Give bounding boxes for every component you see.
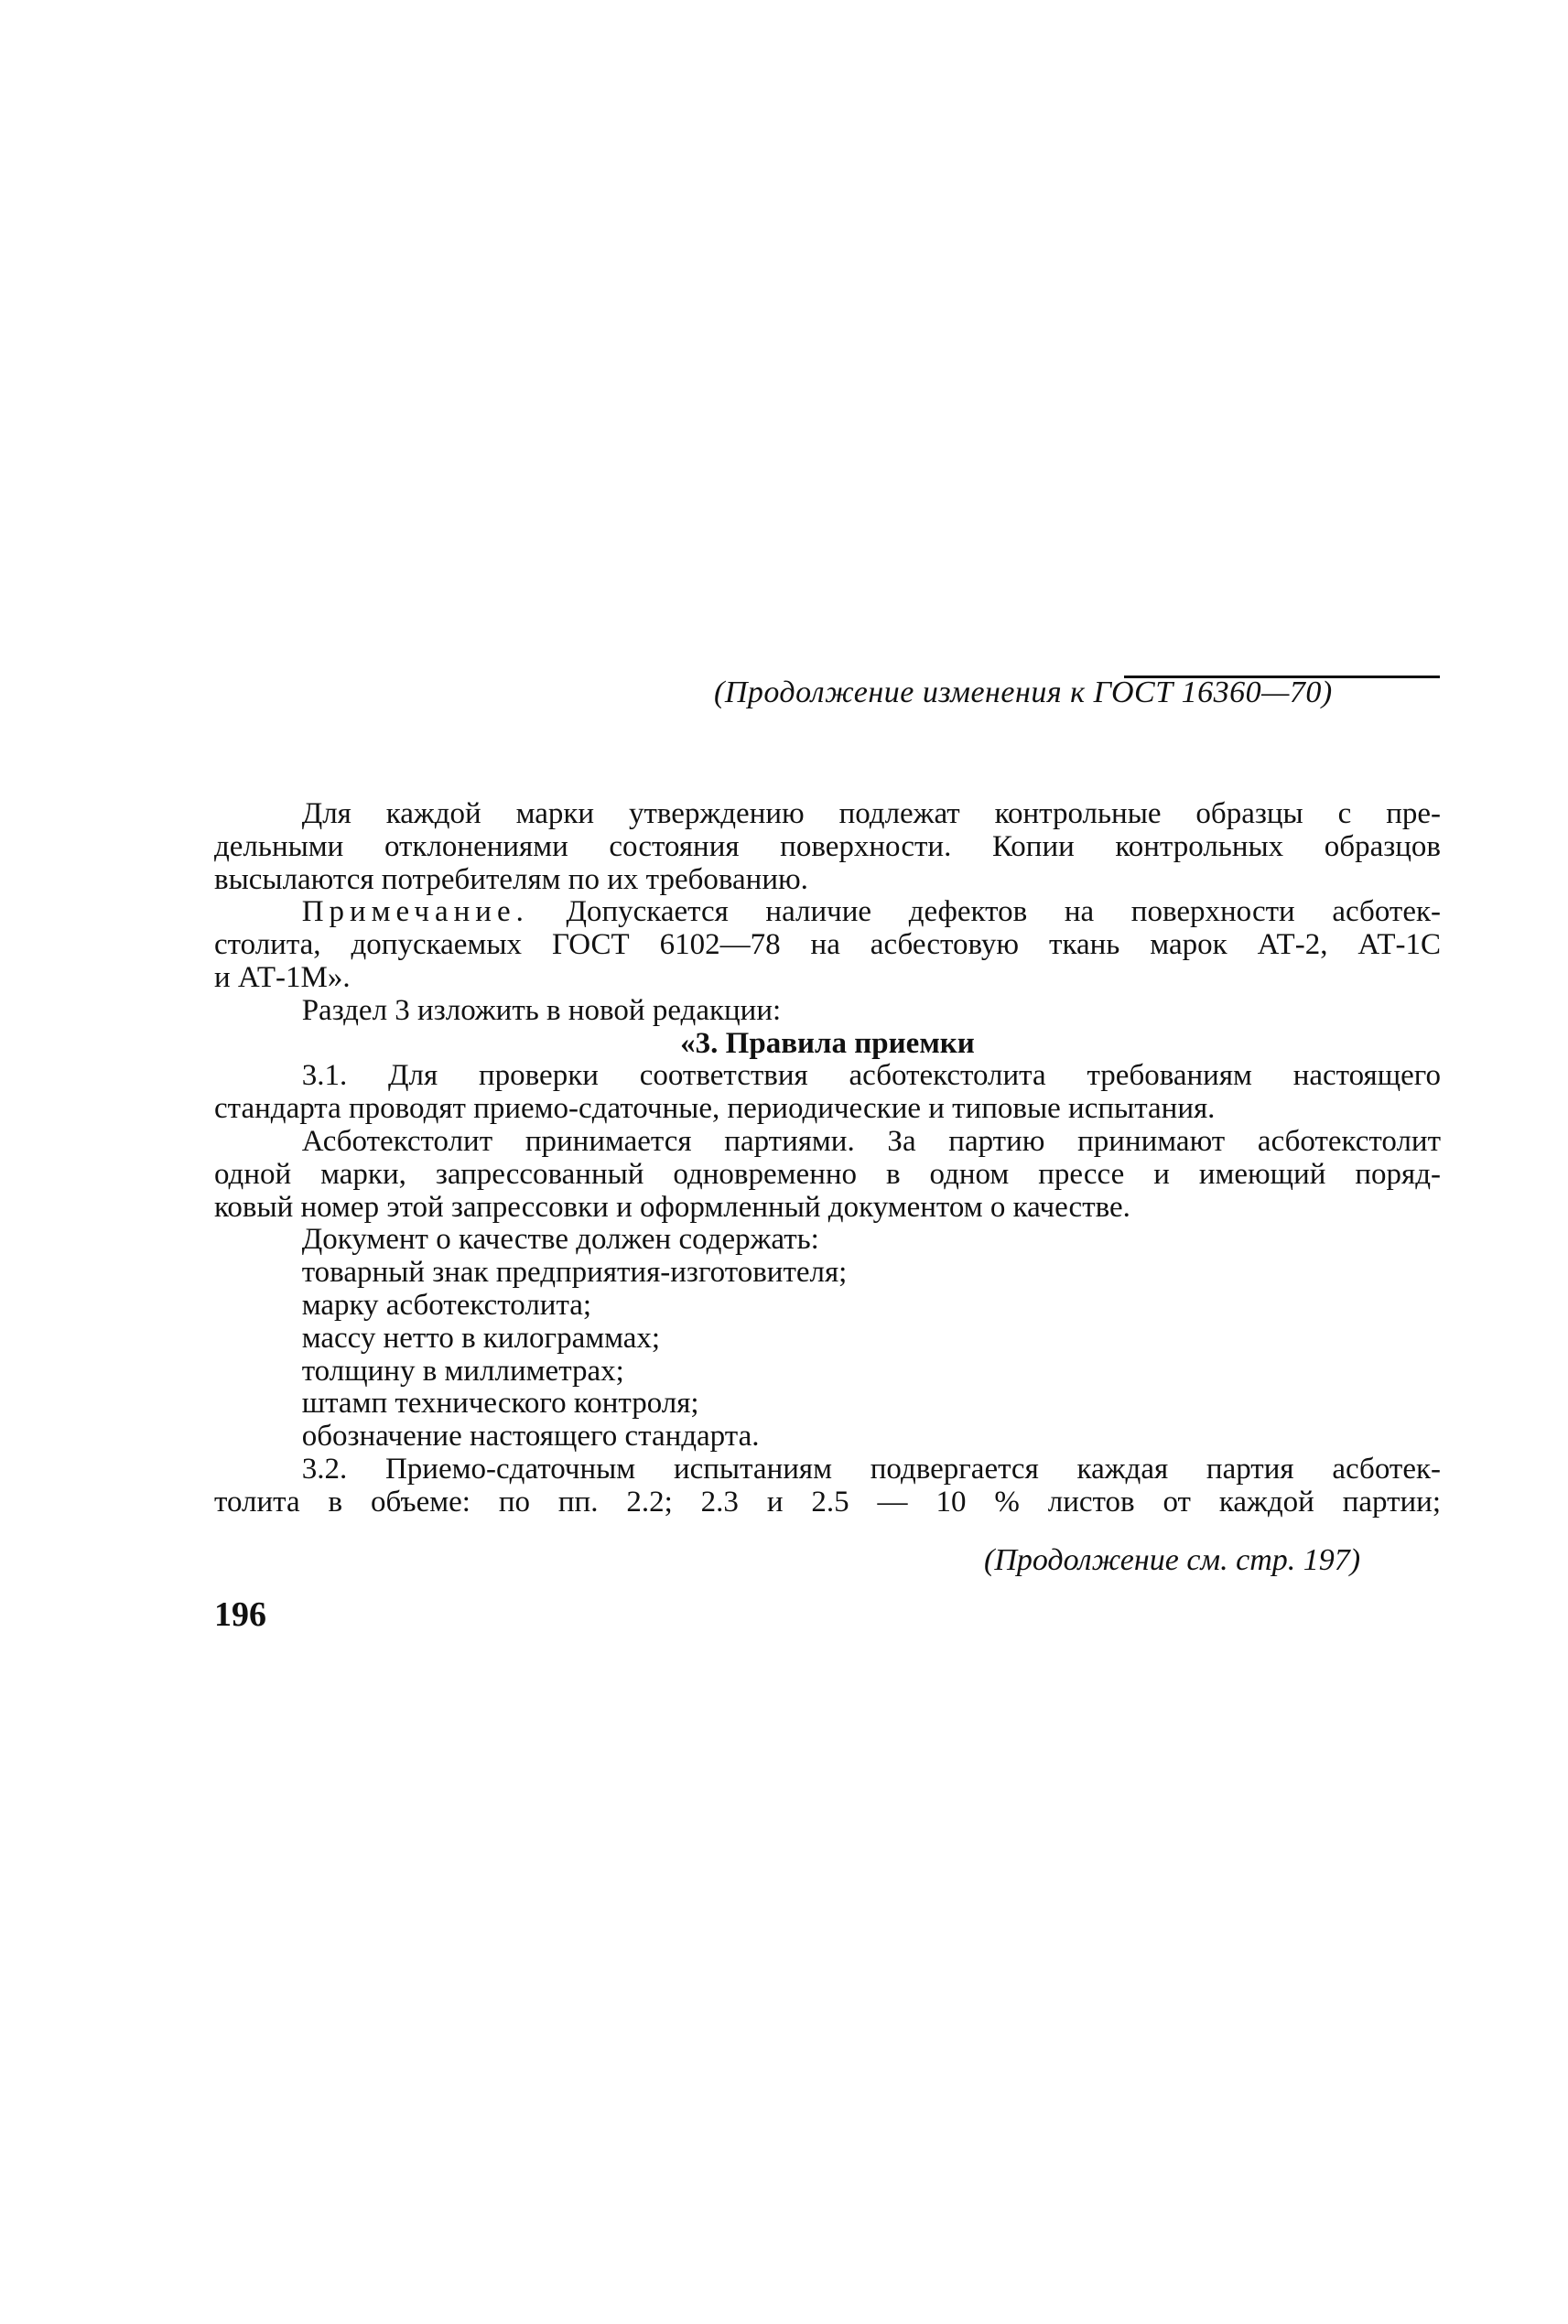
paragraph-line: 3.2. Приемо-сдаточным испытаниям подвергается каждая партия асботек- bbox=[301, 1452, 1441, 1486]
note-line: и АТ-1М». bbox=[214, 960, 351, 994]
paragraph-line: Для каждой марки утверждению подлежат контрольные образцы с пре- bbox=[301, 797, 1441, 830]
list-item: товарный знак предприятия-изготовителя; bbox=[301, 1256, 848, 1290]
list-item: толщину в миллиметрах; bbox=[301, 1354, 624, 1388]
body-text bbox=[214, 798, 1441, 1519]
paragraph-line: высылаются потребителям по их требованию. bbox=[214, 862, 808, 896]
section-heading: «3. Правила приемки bbox=[680, 1026, 975, 1060]
list-item: марку асботекстолита; bbox=[301, 1288, 592, 1322]
paragraph-line: 3.1. Для проверки соответствия асботекстолита требованиям настоящего bbox=[301, 1059, 1441, 1093]
note-line: столита, допускаемых ГОСТ 6102—78 на асбестовую ткань марок АТ-2, АТ-1С bbox=[214, 928, 1441, 962]
list-item: штамп технического контроля; bbox=[301, 1387, 699, 1421]
note-label: Примечание. bbox=[301, 895, 529, 929]
paragraph-line: Асботекстолит принимается партиями. За партию принимают асботекстолит bbox=[301, 1124, 1441, 1158]
paragraph-line: стандарта проводят приемо-сдаточные, периодические и типовые испытания. bbox=[214, 1092, 1216, 1126]
doc-intro: Документ о качестве должен содержать: bbox=[301, 1223, 819, 1257]
section-intro: Раздел 3 изложить в новой редакции: bbox=[301, 993, 782, 1027]
paragraph-line: ковый номер этой запрессовки и оформленный документом о качестве. bbox=[214, 1190, 1130, 1224]
list-item: обозначение настоящего стандарта. bbox=[301, 1420, 760, 1454]
note-text: Допускается наличие дефектов на поверхности асботек- bbox=[528, 895, 1441, 929]
page-number: 196 bbox=[214, 1595, 266, 1634]
note-line bbox=[214, 896, 1441, 929]
continuation-note: (Продолжение см. стр. 197) bbox=[984, 1543, 1361, 1577]
list-item: массу нетто в килограммах; bbox=[301, 1321, 661, 1355]
paragraph-line: толита в объеме: по пп. 2.2; 2.3 и 2.5 — 10 % листов от каждой партии; bbox=[214, 1485, 1441, 1519]
running-header: (Продолжение изменения к ГОСТ 16360—70) bbox=[714, 676, 1333, 709]
paragraph-line: одной марки, запрессованный одновременно в одном прессе и имеющий поряд- bbox=[214, 1157, 1441, 1191]
paragraph-line: дельными отклонениями состояния поверхности. Копии контрольных образцов bbox=[214, 829, 1441, 863]
